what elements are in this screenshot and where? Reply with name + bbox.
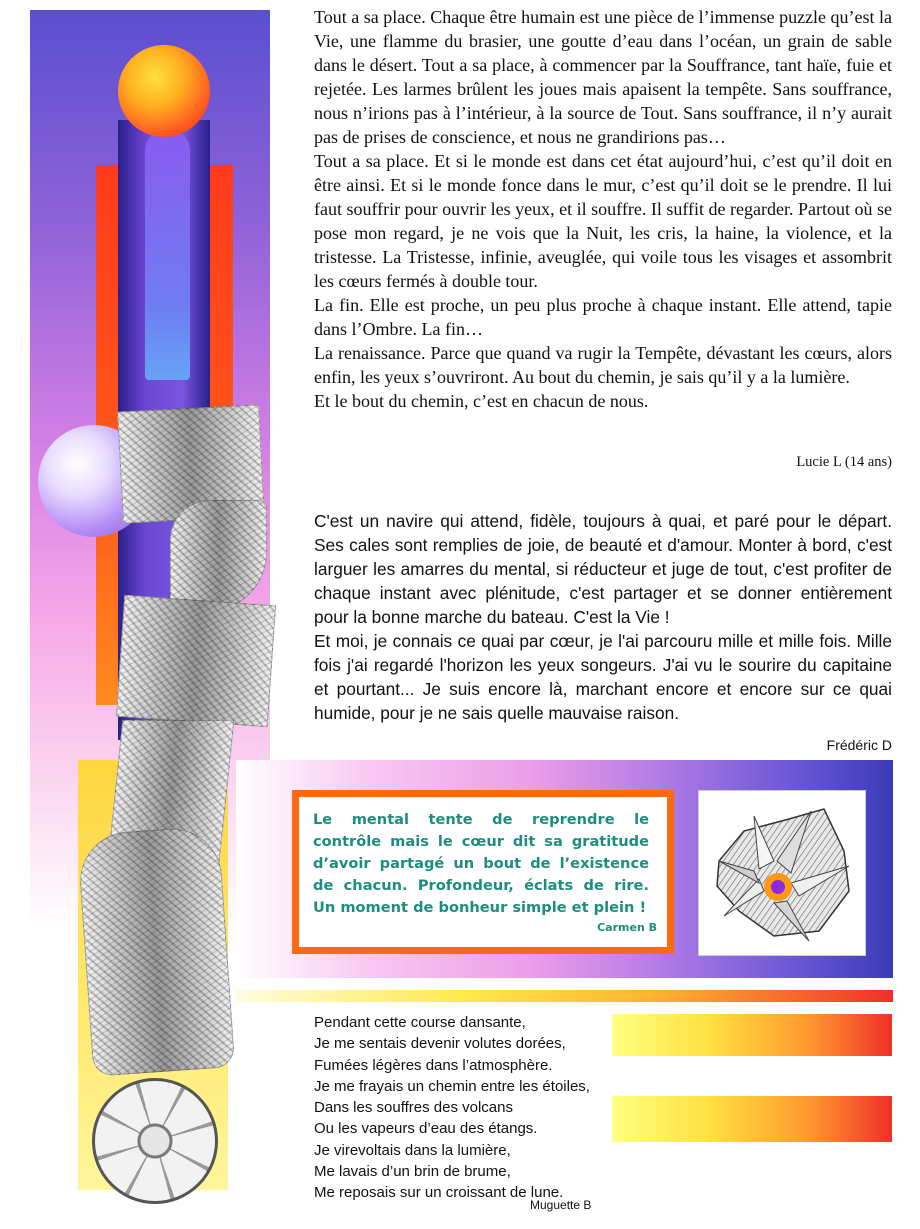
paragraph: Tout a sa place. Chaque être humain est une pièce de l’immense puzzle qu’est la Vie, une flamme du brasier, une goutte d’eau dans l’océan, un grain de sable dans le désert. Tout a sa place, à commencer par la Souffrance, tant haïe, fuie et rejetée. Les larmes brûlent les joues mais apaisent la tempête. Sans souffrance, nous n’irions pas à l’intérieur, à la source de Tout. Sans souffrance, il n’y aurait pas de prises de conscience, et nous ne grandirions pas… [314, 7, 893, 147]
paragraph: La fin. Elle est proche, un peu plus proche à chaque instant. Elle attend, tapie dans l’Ombre. La fin… [314, 295, 892, 339]
signature-muguette: Muguette B [530, 1198, 592, 1212]
text-block-frederic [314, 509, 892, 725]
poem-line: Me reposais sur un croissant de lune. [314, 1184, 564, 1202]
poem-line: Ou les vapeurs d’eau des étangs. [314, 1120, 538, 1138]
poem-line: Je me frayais un chemin entre les étoiles, [314, 1077, 590, 1095]
flower-drawing-card [698, 790, 866, 956]
quote-text: Le mental tente de reprendre le contrôle mais le cœur dit sa gratitude d’avoir partagé un bout de l’existence de chacun. Profondeur, éclats de rire. Un moment de bonheur simple et plein ! [313, 811, 649, 916]
poem-line: Pendant cette course dansante, [314, 1014, 526, 1031]
quote-box-carmen [292, 790, 674, 954]
paragraph: Et le bout du chemin, c’est en chacun de nous. [314, 391, 649, 411]
paragraph: Tout a sa place. Et si le monde est dans cet état aujourd’hui, c’est qu’il doit en être ainsi. Et si le monde fonce dans le mur, c’est qu’il doit se le prendre. Il lui faut souffrir pour ouvrir les yeux, et il souffre. Il suffit de regarder. Partout où se pose mon regard, je ne vois que la Nuit, les cris, la haine, la violence, et la tristesse. La Tristesse, infinie, aveuglée, qui voile tous les visages et assombrit les cœurs fermés à double tour. [314, 151, 892, 291]
poem-line: Dans les souffres des volcans [314, 1099, 513, 1117]
poem-line: Je me sentais devenir volutes dorées, [314, 1035, 566, 1053]
blue-ribbon [145, 130, 190, 380]
gradient-bar-upper [612, 1014, 892, 1056]
paragraph: Et moi, je connais ce quai par cœur, je l'ai parcouru mille et mille fois. Mille fois j'ai regardé l'horizon les yeux songeurs. J'ai vu le sourire du capitaine et pourtant... Je suis encore là, marchant encore et encore sur ce quai humide, pour je ne sais quelle mauvaise raison. [314, 631, 892, 723]
signature-carmen: Carmen B [597, 921, 657, 934]
poem-line: Fumées légères dans l’atmosphère. [314, 1056, 553, 1074]
sketched-flower-illustration [699, 791, 865, 955]
paragraph: C'est un navire qui attend, fidèle, toujours à quai, et paré pour le départ. Ses cales sont remplies de joie, de beauté et d'amour. Monter à bord, c'est larguer les amarres du mental, si réducteur et juge de tout, c'est profiter de chaque instant avec plénitude, c'est partager et se donner entièrement pour la bonne marche du bateau. C'est la Vie ! [314, 511, 892, 627]
signature-frederic: Frédéric D [826, 737, 892, 753]
poem-muguette [314, 1012, 654, 1204]
left-artwork [0, 0, 300, 1229]
gradient-rule [236, 990, 893, 1002]
poem-line: Je virevoltais dans la lumière, [314, 1141, 511, 1159]
signature-lucie: Lucie L (14 ans) [796, 454, 892, 470]
flower-medallion-drawing [92, 1078, 218, 1204]
gradient-bar-lower [612, 1096, 892, 1142]
paragraph: La renaissance. Parce que quand va rugir la Tempête, dévastant les cœurs, alors enfin, les yeux s’ouvriront. Au bout du chemin, je sais qu’il y a la lumière. [314, 343, 892, 387]
text-block-lucie [314, 5, 892, 413]
pencil-sketch-trunk [77, 825, 236, 1076]
poem-line: Me lavais d’un brin de brume, [314, 1163, 511, 1181]
pencil-sketch-fragment [116, 595, 276, 727]
orange-sun-sphere [118, 45, 210, 137]
